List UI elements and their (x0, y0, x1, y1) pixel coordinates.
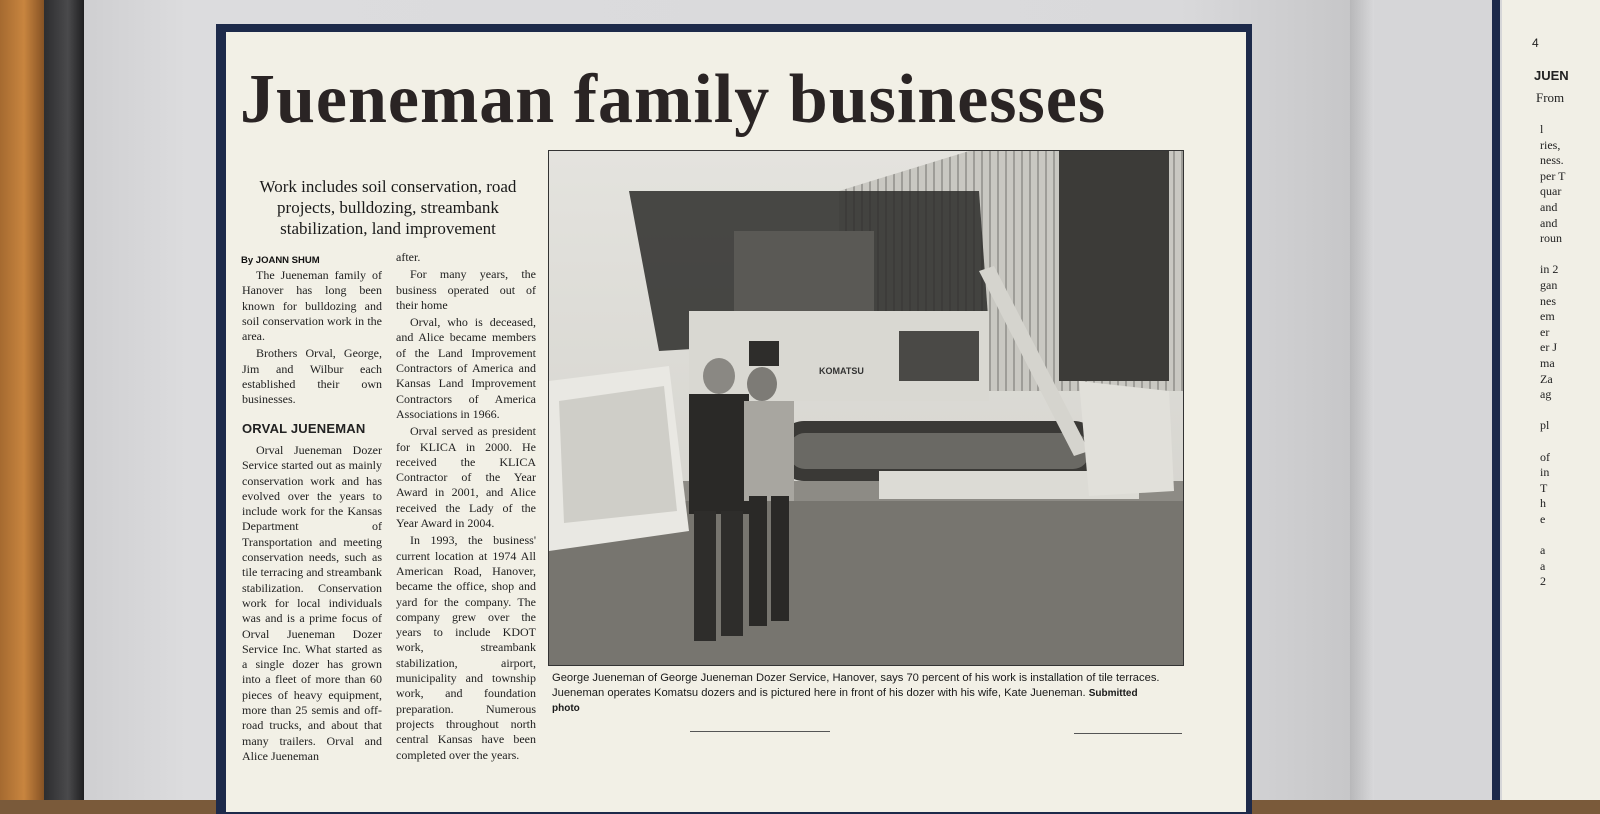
right-text-fragment: roun (1540, 231, 1562, 246)
right-text-fragment: er (1540, 324, 1550, 339)
right-text-fragment: in (1540, 465, 1550, 480)
right-text-fragment: pl (1540, 418, 1550, 433)
right-text-fragment: a (1540, 558, 1546, 573)
right-text-fragment: quar (1540, 184, 1562, 199)
bulldozer-photo (548, 150, 1184, 666)
right-text-fragment: em (1540, 309, 1555, 324)
right-text-fragment: per T (1540, 168, 1566, 183)
right-text-fragment: ness. (1540, 153, 1564, 168)
paragraph: The Jueneman family of Hanover has long been known for bulldozing and soil conservation work in the area. (242, 268, 382, 344)
machine-brand-label: KOMATSU (819, 366, 864, 376)
right-subhead-fragment: From (1536, 90, 1565, 105)
photo-caption (552, 671, 1162, 716)
paragraph: after. (396, 250, 421, 264)
right-text-fragment: h (1540, 496, 1546, 511)
right-text-fragment: 2 (1540, 574, 1546, 589)
column-2 (396, 250, 536, 765)
section-subhead: ORVAL JUENEMAN (242, 421, 366, 436)
byline: By JOANN SHUM (241, 255, 320, 266)
bulldozer-photo-illustration (549, 151, 1183, 665)
right-text-fragment: of (1540, 449, 1550, 464)
binder-spine (44, 0, 84, 800)
column-1-intro (242, 268, 382, 410)
caption-text: George Jueneman of George Jueneman Dozer Service, Hanover, says 70 percent of his work is installation of tile terraces. Jueneman operates Komatsu dozers and is pictured here in front of his dozer with his wife, Kate Jueneman. (552, 672, 1160, 699)
divider-rule (1074, 733, 1182, 734)
right-text-fragment: T (1540, 480, 1548, 495)
right-clipping-frame (1492, 0, 1500, 800)
right-text-fragment: nes (1540, 293, 1556, 308)
right-text-fragment: ries, (1540, 137, 1561, 152)
paragraph: Orval Jueneman Dozer Service started out as mainly conservation work and has evolved over the years to include work for the Kansas Department of Transportation and meeting conservation needs, such as tile terracing and streambank stabilization. Conservation work for local individuals was and is a prime focus of Orval Jueneman Dozer Service Inc. What started as a single dozer has grown into a fleet of more than 60 pieces of heavy equipment, more than 25 semis and off-road trucks, and about that many trailers. Orval and Alice Jueneman (242, 443, 382, 763)
divider-rule (690, 731, 830, 732)
right-text-fragment: ma (1540, 356, 1555, 370)
paragraph: Brothers Orval, George, Jim and Wilbur each established their own businesses. (242, 346, 382, 407)
column-1-body (242, 443, 382, 766)
right-text-fragment: Za (1540, 371, 1553, 386)
right-text-fragment: e (1540, 512, 1546, 526)
right-text-fragment: and (1540, 215, 1558, 230)
right-text-fragment: gan (1540, 278, 1558, 292)
right-text-fragment: ag (1540, 387, 1552, 402)
page-number: 4 (1532, 36, 1539, 50)
paragraph: In 1993, the business' current location at 1974 All American Road, Hanover, became the office, shop and yard for the company. The company grew over the years to include KDOT work, streambank stabilization, airport, municipality and township work, and foundation preparation. Numerous projects throughout north central Kansas have been completed over the years. (396, 533, 536, 762)
deck-subheadline: Work includes soil conservation, road projects, bulldozing, streambank stabilization, land improvement (259, 177, 517, 238)
paragraph: Orval, who is deceased, and Alice became members of the Land Improvement Contractors of America and Kansas Land Improvement Contractors of America Associations in 1966. (396, 315, 536, 421)
paragraph: Orval served as president for KLICA in 2000. He received the KLICA Contractor of the Year Award in 2001, and Alice received the Lady of the Year Award in 2004. (396, 424, 536, 531)
right-headline-fragment: JUEN (1534, 68, 1569, 83)
right-text-fragment: l (1540, 122, 1544, 136)
photo-credit: Submitted photo (552, 688, 1138, 714)
right-text-fragment: and (1540, 200, 1558, 214)
right-text-fragment: in 2 (1540, 262, 1559, 277)
paragraph: For many years, the business operated out of their home (396, 267, 536, 312)
right-text-fragment: er J (1540, 340, 1557, 355)
headline: Jueneman family businesses (240, 61, 1107, 138)
right-text-fragment: a (1540, 543, 1546, 558)
